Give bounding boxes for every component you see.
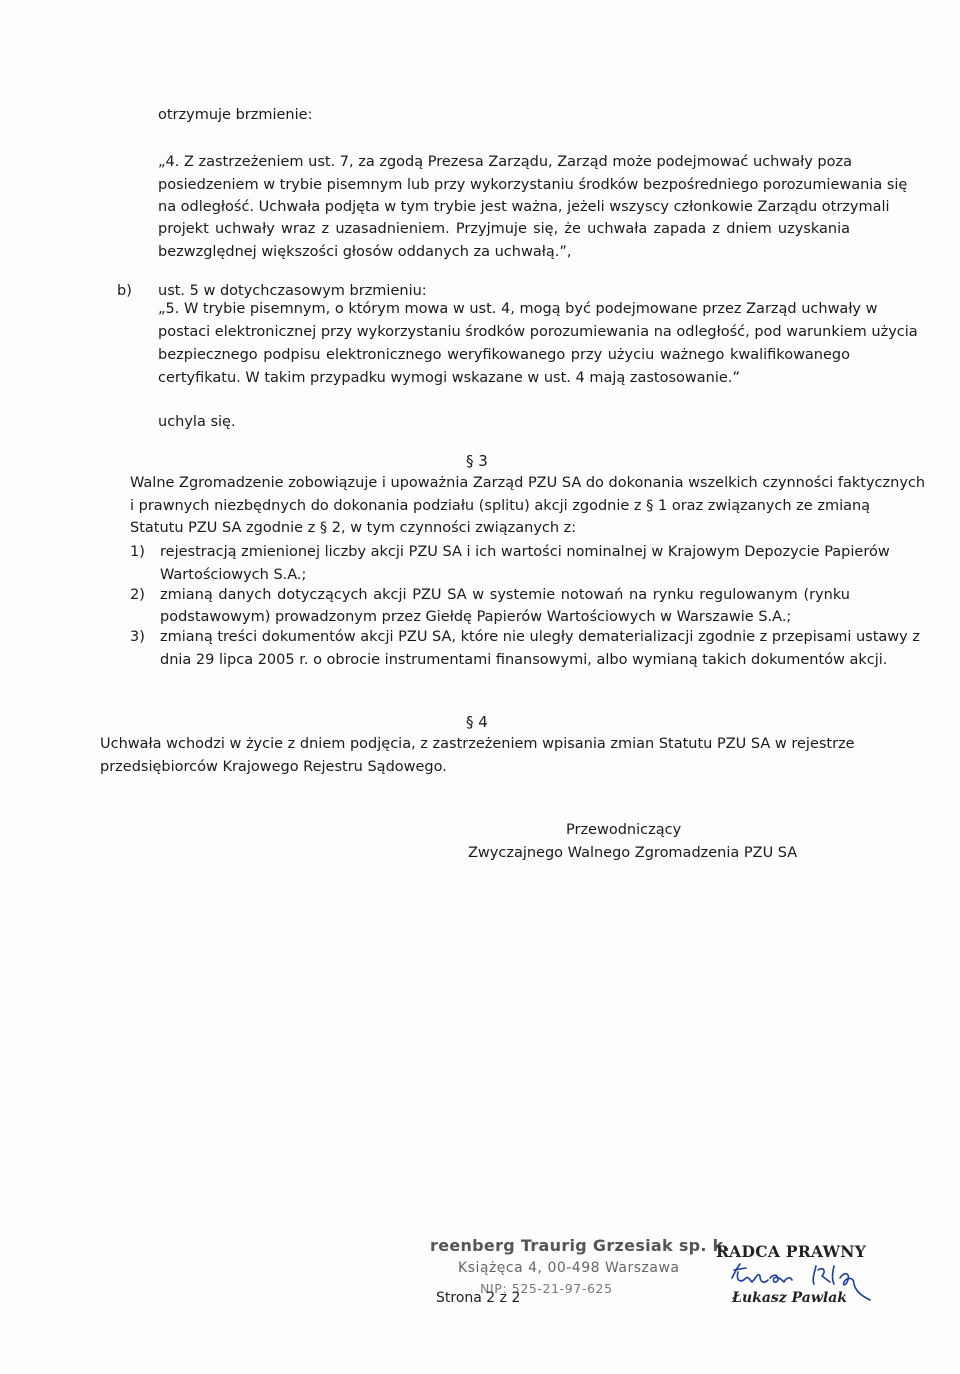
intro-text: otrzymuje brzmienie: [158,107,313,123]
item-2-line-2: podstawowym) prowadzonym przez Giełdę Papierów Wartościowych w Warszawie S.A.; [160,609,792,625]
item-1-number: 1) [130,544,145,560]
section-3-line-1: Walne Zgromadzenie zobowiązuje i upoważnia Zarząd PZU SA do dokonania wszelkich czynności faktycznych [130,475,926,491]
item-2-number: 2) [130,587,145,603]
section-4-line-1: Uchwała wchodzi w życie z dniem podjęcia, z zastrzeżeniem wpisania zmian Statutu PZU SA w rejestrze [100,736,855,752]
law-firm-stamp-address: Książęca 4, 00-498 Warszawa [458,1260,680,1276]
section-4-line-2: przedsiębiorców Krajowego Rejestru Sądowego. [100,759,447,775]
quote4-line-4: projekt uchwały wraz z uzasadnieniem. Przyjmuje się, że uchwała zapada z dniem uzyskania [158,221,850,237]
item-3-number: 3) [130,629,145,645]
section-3-line-3: Statutu PZU SA zgodnie z § 2, w tym czynności związanych z: [130,520,577,536]
item-2-line-1: zmianą danych dotyczących akcji PZU SA w systemie notowań na rynku regulowanym (rynku [160,587,850,603]
law-firm-stamp-name: reenberg Traurig Grzesiak sp. k. [430,1236,730,1255]
section-4-mark: § 4 [466,713,488,731]
item-1-line-2: Wartościowych S.A.; [160,567,307,583]
quote4-line-5: bezwzględnej większości głosów oddanych za uchwałą.”, [158,244,572,260]
point-b-label: b) [117,283,132,299]
chairman-title: Przewodniczący [566,822,682,838]
quote4-line-1: „4. Z zastrzeżeniem ust. 7, za zgodą Prezesa Zarządu, Zarząd może podejmować uchwały poza [158,154,852,170]
page-number: Strona 2 z 2 [436,1290,521,1306]
legal-counsel-stamp-name: Łukasz Pawlak [732,1290,847,1306]
law-firm-stamp-nip: NIP: 525-21-97-625 [480,1281,613,1296]
item-1-line-1: rejestracją zmienionej liczby akcji PZU SA i ich wartości nominalnej w Krajowym Depozycie Papierów [160,544,890,560]
quote4-line-3: na odległość. Uchwała podjęta w tym trybie jest ważna, jeżeli wszyscy członkowie Zarządu otrzymali [158,199,890,215]
legal-counsel-stamp-title: RADCA PRAWNY [716,1242,867,1261]
item-3-line-1: zmianą treści dokumentów akcji PZU SA, które nie uległy dematerializacji zgodnie z przepisami ustawy z [160,629,920,645]
quote5-line-4: certyfikatu. W takim przypadku wymogi wskazane w ust. 4 mają zastosowanie.” [158,370,740,386]
item-3-line-2: dnia 29 lipca 2005 r. o obrocie instrumentami finansowymi, albo wymianą takich dokumentów akcji. [160,652,888,668]
quote5-line-1: „5. W trybie pisemnym, o którym mowa w ust. 4, mogą być podejmowane przez Zarząd uchwały w [158,301,878,317]
section-3-line-2: i prawnych niezbędnych do dokonania podziału (splitu) akcji zgodnie z § 1 oraz związanych ze zmianą [130,498,871,514]
quote4-line-2: posiedzeniem w trybie pisemnym lub przy wykorzystaniu środków bezpośredniego porozumiewania się [158,177,908,193]
quote5-line-2: postaci elektronicznej przy wykorzystaniu środków porozumiewania na odległość, pod warunkiem użycia [158,324,918,340]
repealed-text: uchyla się. [158,414,236,430]
section-3-mark: § 3 [466,452,488,470]
chairman-assembly: Zwyczajnego Walnego Zgromadzenia PZU SA [468,845,798,861]
handwritten-signature [718,1256,878,1306]
point-b-text: ust. 5 w dotychczasowym brzmieniu: [158,283,427,299]
quote5-line-3: bezpiecznego podpisu elektronicznego weryfikowanego przy użyciu ważnego kwalifikowanego [158,347,850,363]
